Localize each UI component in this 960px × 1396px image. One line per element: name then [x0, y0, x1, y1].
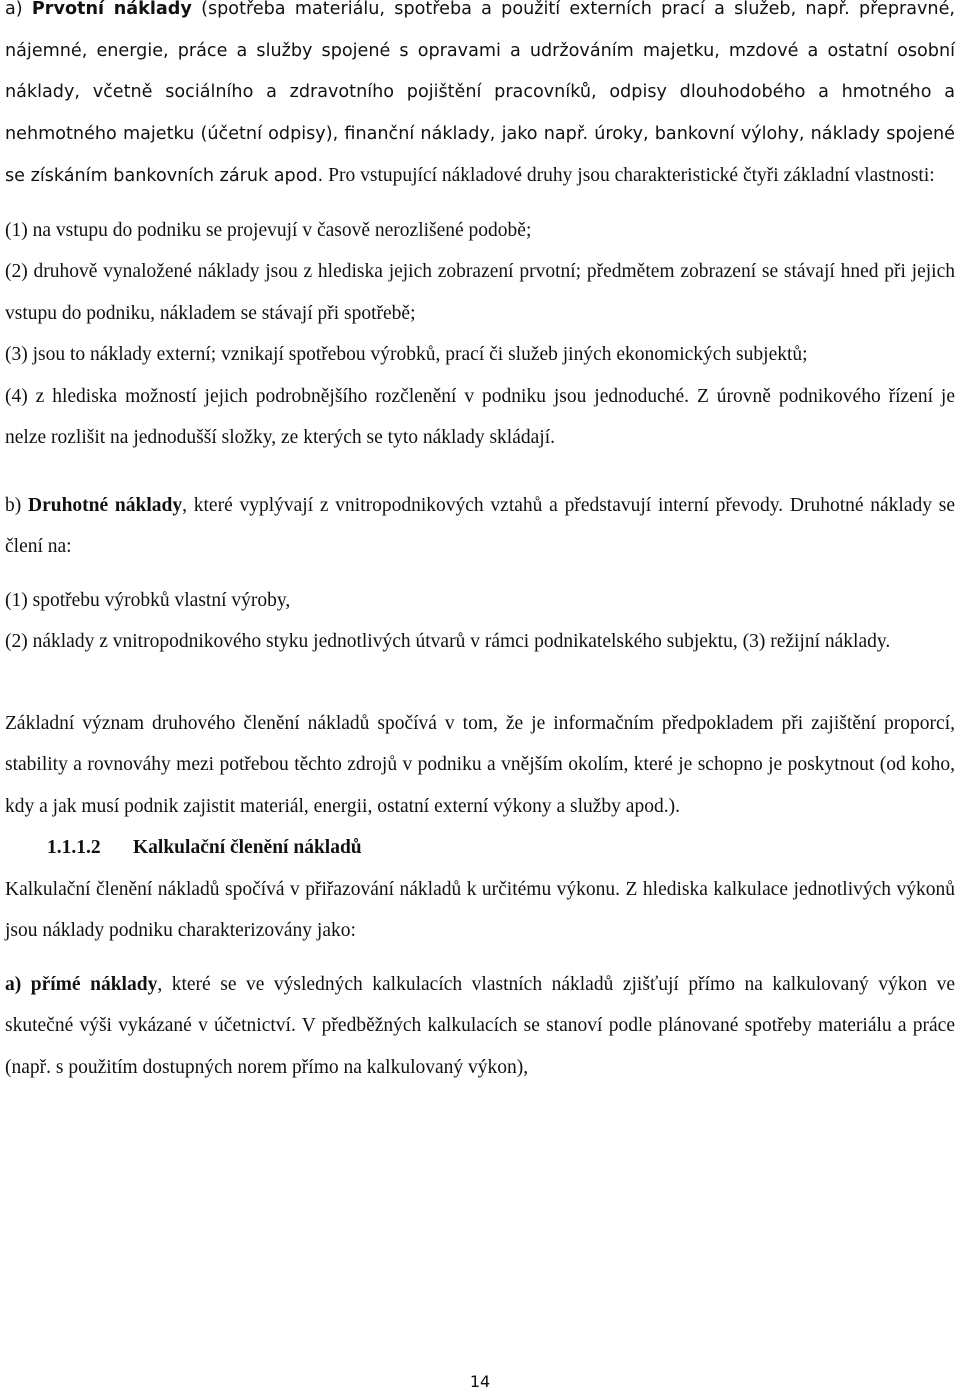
page-number: 14	[469, 1372, 491, 1391]
property-item-1: (1) na vstupu do podniku se projevují v časově nerozlišené podobě;	[5, 219, 532, 241]
significance-paragraph: Základní význam druhového členění nákladů spočívá v tom, že je informačním předpokladem při zajištění proporcí, stability a rovnováhy mezi potřebou těchto zdrojů v podniku a vnějším okolím, které je schopno je poskytnout (od koho, kdy a jak musí podnik zajistit materiál, energii, ostatní externí výkony a služby apod.).	[5, 712, 955, 817]
secondary-costs-paragraph	[0, 485, 960, 568]
direct-costs-description: , které se ve výsledných kalkulacích vlastních nákladů zjišťují přímo na kalkulovaný výkon ve skutečné výši vykázané v účetnictví. V předběžných kalkulacích se stanoví podle plánované spotřeby materiálu a práce (např. s použitím dostupných norem přímo na kalkulovaný výkon),	[5, 973, 955, 1078]
secondary-costs-description: , které vyplývají z vnitropodnikových vztahů a představují interní převody. Druhotné náklady se člení na:	[5, 494, 955, 557]
section-number: 1.1.1.2	[47, 837, 101, 858]
secondary-item-2: (2) náklady z vnitropodnikového styku jednotlivých útvarů v rámci podnikatelského subjektu, (3) režijní náklady.	[5, 631, 891, 652]
list-marker-a: a)	[5, 0, 32, 19]
direct-costs-term: a) přímé náklady	[5, 973, 158, 995]
calculation-intro-paragraph: Kalkulační členění nákladů spočívá v přiřazování nákladů k určitému výkonu. Z hlediska kalkulace jednotlivých výkonů jsou náklady podniku charakterizovány jako:	[5, 878, 955, 941]
secondary-item-1: (1) spotřebu výrobků vlastní výroby,	[5, 589, 291, 611]
secondary-costs-term: Druhotné náklady	[28, 494, 183, 516]
property-item-2: (2) druhově vynaložené náklady jsou z hlediska jejich zobrazení prvotní; předmětem zobrazení se stávají hned při jejich vstupu do podniku, nákladem se stávají při spotřebě;	[5, 261, 955, 324]
property-item-4: (4) z hlediska možností jejich podrobnějšího rozčlenění v podniku jsou jednoduché. Z úrovně podnikového řízení je nelze rozlišit na jednodušší složky, ze kterých se tyto náklady skládají.	[5, 385, 955, 448]
section-heading	[0, 827, 960, 869]
direct-costs-paragraph	[0, 964, 960, 1089]
primary-costs-term: Prvotní náklady	[31, 0, 192, 19]
section-title: Kalkulační členění nákladů	[133, 837, 362, 858]
primary-costs-paragraph	[0, 0, 960, 198]
property-item-3: (3) jsou to náklady externí; vznikají spotřebou výrobků, prací či služeb jiných ekonomických subjektů;	[5, 344, 808, 365]
list-marker-b: b)	[5, 494, 28, 516]
primary-costs-description: (spotřeba materiálu, spotřeba a použití externích prací a služeb, např. přepravné, nájemné, energie, práce a služby spojené s opravami a udržováním majetku, mzdové a ostatní osobní náklady, včetně sociálního a zdravotního pojištění pracovníků, odpisy dlouhodobého a hmotného a nehmotného majetku (účetní odpisy), finanční náklady, jako např. úroky, bankovní výlohy, náklady spojené se získáním bankovních záruk apod.	[5, 0, 955, 186]
primary-costs-properties-intro: Pro vstupující nákladové druhy jsou charakteristické čtyři základní vlastnosti:	[323, 165, 935, 186]
